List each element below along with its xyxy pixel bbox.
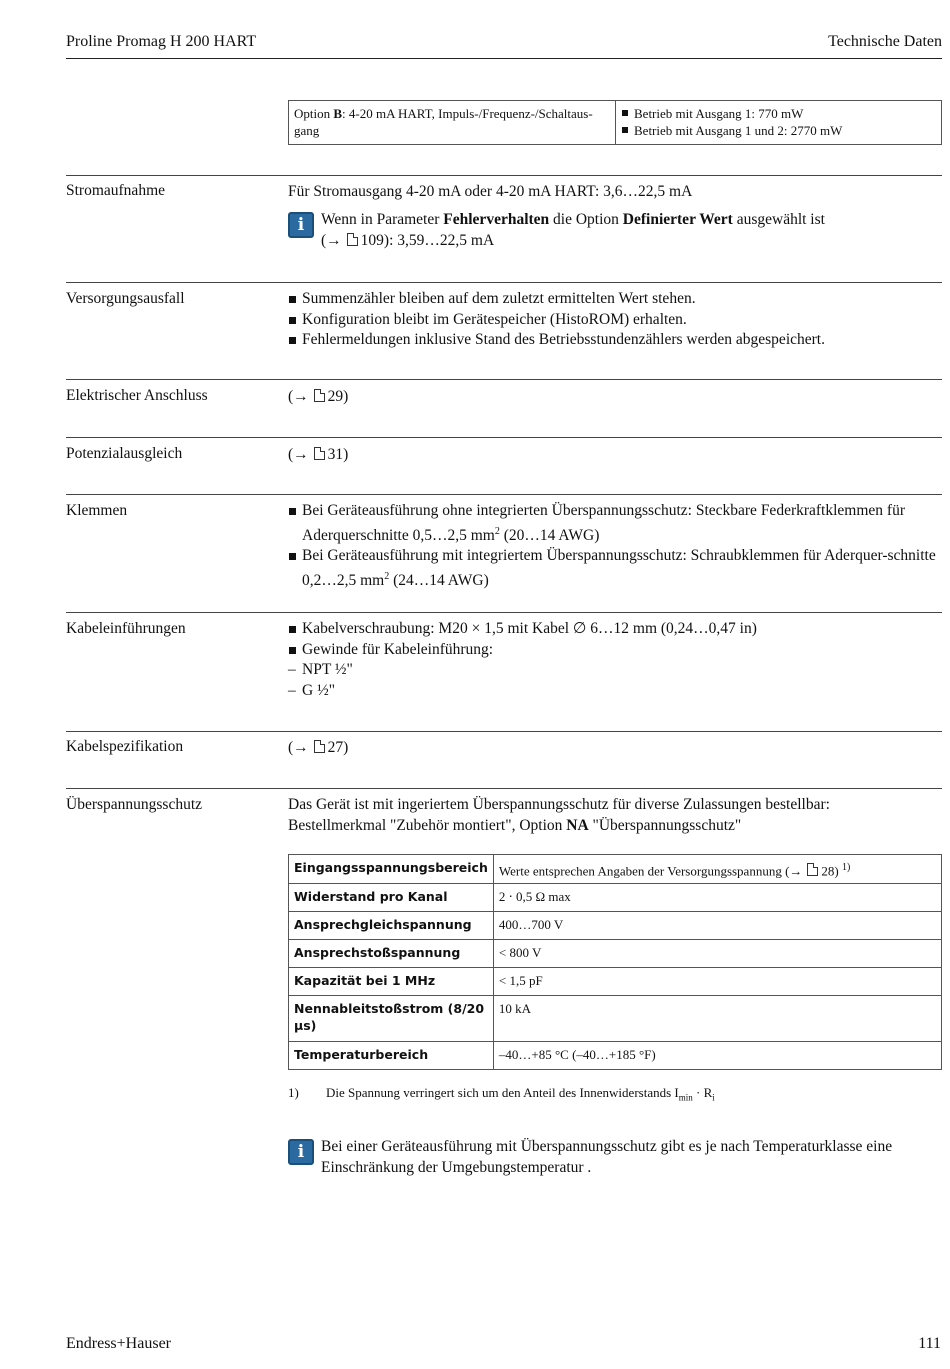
option-cell: Option B: 4-20 mA HART, Impuls-/Frequenz-/Schaltaus-gang bbox=[289, 101, 616, 145]
list-item: Betrieb mit Ausgang 1 und 2: 2770 mW bbox=[621, 122, 936, 139]
page-number: 111 bbox=[918, 1335, 941, 1352]
page-link[interactable]: 31 bbox=[327, 446, 344, 463]
section-rule bbox=[66, 282, 942, 283]
table-row: Widerstand pro Kanal 2 ⋅ 0,5 Ω max bbox=[289, 884, 942, 912]
footnote-marker[interactable]: 1) bbox=[842, 862, 851, 873]
label-potenzialausgleich: Potenzialausgleich bbox=[66, 445, 183, 462]
list-klemmen bbox=[288, 501, 942, 591]
table-row: Ansprechstoßspannung < 800 V bbox=[289, 940, 942, 968]
label-ueberspannungsschutz: Überspannungsschutz bbox=[66, 796, 203, 813]
note-stromaufnahme: Wenn in Parameter Fehlerverhalten die Option Definierter Wert ausgewählt ist (→ 109): 3,59…22,5 mA bbox=[321, 211, 825, 249]
sub-list-item: – NPT ½" bbox=[288, 660, 942, 681]
table-row: Kapazität bei 1 MHz < 1,5 pF bbox=[289, 968, 942, 996]
table-row: Ansprechgleichspannung 400…700 V bbox=[289, 912, 942, 940]
list-kabeleinfuehrungen bbox=[288, 619, 942, 701]
list-item: Bei Geräteausführung ohne integrierten Überspannungsschutz: Steckbare Federkraftklemmen für Aderquerschnitte 0,5…2,5 $mm^2$ (20…14 AWG) bbox=[288, 501, 942, 546]
text-ueberspannungsschutz: Das Gerät ist mit ingeriertem Überspannungsschutz für diverse Zulassungen bestellbar: Bestellmerkmal "Zubehör montiert", Option NA "Überspannungsschutz" bbox=[288, 796, 830, 834]
footnote-number: 1) bbox=[288, 1085, 299, 1100]
table-row: Nennableitstoßstrom (8/20 µs) 10 kA bbox=[289, 996, 942, 1042]
ref-elektrischer-anschluss: (→ 29) bbox=[288, 388, 349, 405]
page-link[interactable]: 27 bbox=[327, 739, 344, 756]
footer-brand: Endress+Hauser bbox=[66, 1335, 171, 1352]
label-stromaufnahme: Stromaufnahme bbox=[66, 182, 166, 199]
ref-kabelspezifikation: (→ 27) bbox=[288, 739, 349, 756]
list-item: Betrieb mit Ausgang 1: 770 mW bbox=[621, 105, 936, 122]
page-reference-icon bbox=[807, 863, 818, 876]
page-reference-icon bbox=[314, 389, 325, 402]
table-row: Eingangsspannungsbereich Werte entsprechen Angaben der Versorgungsspannung (→ 28) $^{1)}$ bbox=[289, 855, 942, 884]
label-elektrischer-anschluss: Elektrischer Anschluss bbox=[66, 387, 208, 404]
list-item: Bei Geräteausführung mit integriertem Überspannungsschutz: Schraubklemmen für Aderquer-schnitte 0,2…2,5 $mm^2$ (24…14 AWG) bbox=[288, 546, 942, 591]
list-versorgungsausfall bbox=[288, 289, 942, 351]
section-rule bbox=[66, 788, 942, 789]
section-rule bbox=[66, 612, 942, 613]
section-rule bbox=[66, 437, 942, 438]
option-table bbox=[288, 100, 942, 145]
page-reference-icon bbox=[314, 740, 325, 753]
text-stromaufnahme: Für Stromausgang 4-20 mA oder 4-20 mA HART: 3,6…22,5 mA bbox=[288, 183, 693, 200]
list-item: Kabelverschraubung: M20 × 1,5 mit Kabel ∅ 6…12 mm (0,24…0,47 in) bbox=[288, 619, 942, 640]
ref-potenzialausgleich: (→ 31) bbox=[288, 446, 349, 463]
header-product: Proline Promag H 200 HART bbox=[66, 33, 257, 50]
option-power-cell bbox=[616, 101, 942, 145]
section-rule bbox=[66, 731, 942, 732]
label-klemmen: Klemmen bbox=[66, 502, 128, 519]
list-item: Fehlermeldungen inklusive Stand des Betriebsstundenzählers werden abgespeichert. bbox=[288, 330, 942, 351]
section-rule bbox=[66, 494, 942, 495]
list-item: Konfiguration bleibt im Gerätespeicher (HistoROM) erhalten. bbox=[288, 310, 942, 331]
surge-protection-table bbox=[288, 854, 942, 1070]
section-rule bbox=[66, 379, 942, 380]
footnote-text: Die Spannung verringert sich um den Anteil des Innenwiderstands $I_{min} \cdot R_i$ bbox=[326, 1085, 715, 1103]
page-reference-icon bbox=[347, 233, 358, 246]
page-link[interactable]: 109 bbox=[360, 231, 384, 249]
table-row: Temperaturbereich –40…+85 °C (–40…+185 °F) bbox=[289, 1042, 942, 1070]
section-rule bbox=[66, 175, 942, 176]
info-icon: i bbox=[288, 1139, 314, 1165]
label-versorgungsausfall: Versorgungsausfall bbox=[66, 290, 185, 307]
list-item: Summenzähler bleiben auf dem zuletzt ermittelten Wert stehen. bbox=[288, 289, 942, 310]
label-kabelspezifikation: Kabelspezifikation bbox=[66, 738, 184, 755]
sub-list-item: – G ½" bbox=[288, 681, 942, 702]
note-ueberspannungsschutz: Bei einer Geräteausführung mit Überspannungsschutz gibt es je nach Temperaturklasse eine Einschränkung der Umgebungstemperatur . bbox=[321, 1138, 893, 1176]
page-link[interactable]: 29 bbox=[327, 388, 344, 405]
label-kabeleinfuehrungen: Kabeleinführungen bbox=[66, 620, 186, 637]
info-icon: i bbox=[288, 212, 314, 238]
header-rule bbox=[66, 58, 942, 59]
header-section: Technische Daten bbox=[828, 33, 942, 50]
list-item: Gewinde für Kabeleinführung: bbox=[288, 640, 942, 661]
page-reference-icon bbox=[314, 447, 325, 460]
page-link[interactable]: 28 bbox=[821, 863, 835, 879]
